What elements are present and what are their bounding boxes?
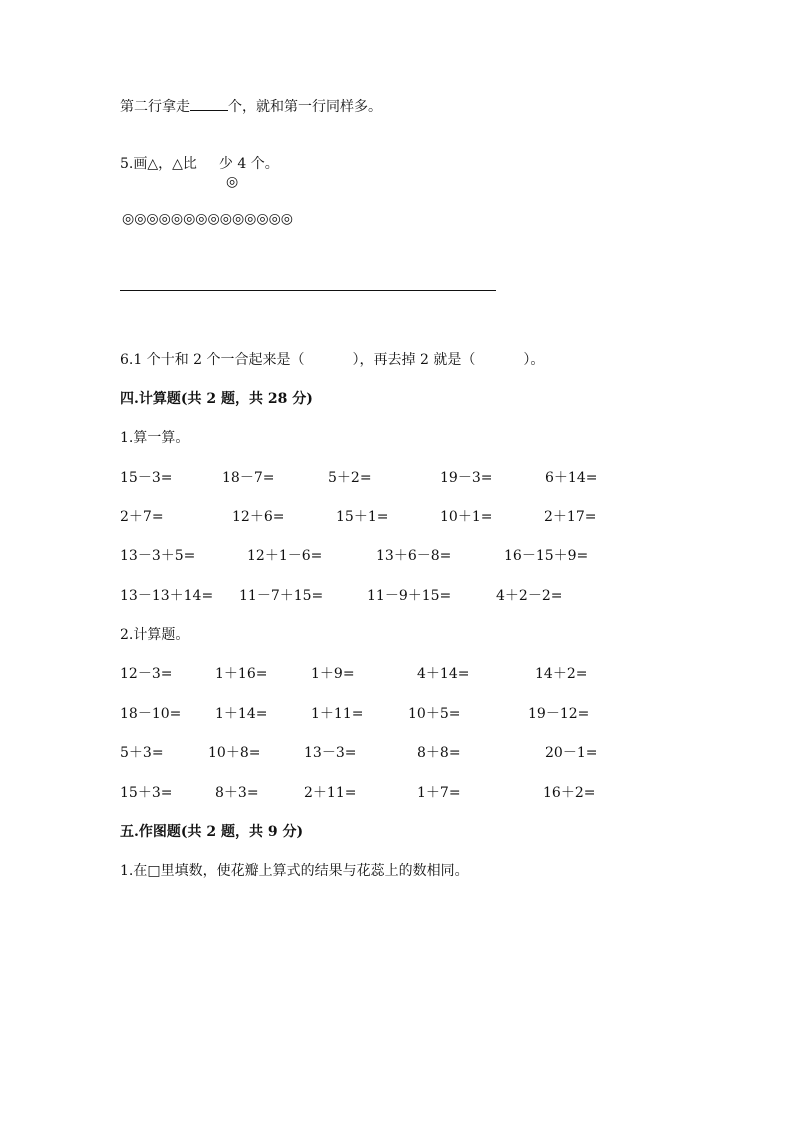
q2-problem: 1＋16= xyxy=(215,666,268,682)
q6-text-part3: ）。 xyxy=(523,352,545,368)
q2-problem: 1＋14= xyxy=(215,706,268,722)
q2-problem: 8＋8= xyxy=(417,745,461,761)
q2-problem: 18－10= xyxy=(120,706,182,722)
q4-text-before: 第二行拿走 xyxy=(120,99,190,115)
q1-problem: 11－9＋15= xyxy=(367,588,452,604)
q1-problem: 13－3＋5= xyxy=(120,548,196,564)
q2-problem: 8＋3= xyxy=(215,785,259,801)
q1-problem: 2＋17= xyxy=(544,509,597,525)
q6-text-part2: ），再去掉 2 就是（ xyxy=(352,352,476,368)
q2-problem: 10＋8= xyxy=(208,745,261,761)
q1-problem: 4＋2－2= xyxy=(496,588,563,604)
q2-problem: 1＋9= xyxy=(311,666,355,682)
q4-answer-blank[interactable] xyxy=(190,96,228,111)
q2-problem: 14＋2= xyxy=(535,666,588,682)
q2-problem: 1＋11= xyxy=(311,706,364,722)
q4-text-after: 个，就和第一行同样多。 xyxy=(228,99,382,115)
q1-problem: 12＋6= xyxy=(232,509,285,525)
q4-tail-line xyxy=(120,96,382,117)
q2-problem: 2＋11= xyxy=(304,785,357,801)
q5-text-part2: 少 4 个。 xyxy=(218,156,279,172)
q1-problem: 5＋2= xyxy=(328,470,372,486)
q1-problem: 13－13＋14= xyxy=(120,588,214,604)
q1-problem: 2＋7= xyxy=(120,509,164,525)
q2-problem: 10＋5= xyxy=(408,706,461,722)
q2-problem: 1＋7= xyxy=(417,785,461,801)
q2-problem: 15＋3= xyxy=(120,785,173,801)
q1-problem: 11－7＋15= xyxy=(239,588,324,604)
q2-problem: 12－3= xyxy=(120,666,173,682)
q5-circle-row: ◎◎◎◎◎◎◎◎◎◎◎◎◎◎ xyxy=(122,211,294,227)
q1-problem: 19－3= xyxy=(440,470,493,486)
q1-problem: 6＋14= xyxy=(545,470,598,486)
q6-text-part1: 6.1 个十和 2 个一合起来是（ xyxy=(120,352,305,368)
q2-problem: 20－1= xyxy=(545,745,598,761)
section4-title: 四.计算题(共 2 题，共 28 分) xyxy=(120,391,313,407)
section4-q1-title: 1.算一算。 xyxy=(120,430,190,446)
q1-problem: 15－3= xyxy=(120,470,173,486)
q2-problem: 13－3= xyxy=(304,745,357,761)
q1-problem: 10＋1= xyxy=(440,509,493,525)
section5-q1-text: 1.在□里填数，使花瓣上算式的结果与花蕊上的数相同。 xyxy=(120,863,469,879)
section5-title: 五.作图题(共 2 题，共 9 分) xyxy=(120,824,304,840)
q1-problem: 13＋6－8= xyxy=(376,548,452,564)
q2-problem: 4＋14= xyxy=(417,666,470,682)
section4-q2-title: 2.计算题。 xyxy=(120,627,190,643)
q2-problem: 5＋3= xyxy=(120,745,164,761)
q5-line xyxy=(120,154,279,174)
q2-problem: 19－12= xyxy=(528,706,590,722)
q5-text-part1: 5.画△，△比 xyxy=(120,156,197,172)
q1-problem: 15＋1= xyxy=(336,509,389,525)
q6-line xyxy=(120,350,544,370)
q1-problem: 18－7= xyxy=(222,470,275,486)
q2-problem: 16＋2= xyxy=(543,785,596,801)
q5-answer-line[interactable] xyxy=(120,290,496,291)
q1-problem: 16－15＋9= xyxy=(504,548,589,564)
q5-single-circle: ◎ xyxy=(226,174,239,190)
q1-problem: 12＋1－6= xyxy=(247,548,323,564)
